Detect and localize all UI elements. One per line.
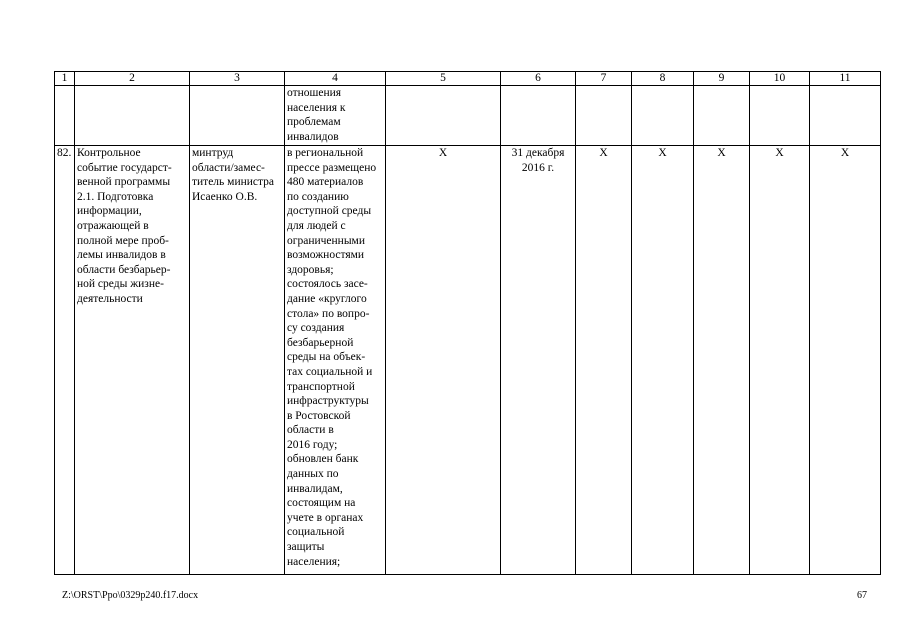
column-header: 3 <box>190 72 285 86</box>
table-row-82 <box>55 146 881 575</box>
deadline-date: 31 декабря 2016 г. <box>501 146 576 575</box>
table-cell-col5: Х <box>386 146 501 575</box>
column-number-header-row <box>55 72 881 86</box>
footer-file-path: Z:\ORST\Ppo\0329p240.f17.docx <box>62 590 199 601</box>
table-cell-col7: Х <box>576 146 632 575</box>
column-header: 5 <box>386 72 501 86</box>
table-cell-col8: Х <box>632 146 694 575</box>
table-cell-col11: Х <box>810 146 881 575</box>
column-header: 6 <box>501 72 576 86</box>
table-cell-col10: Х <box>750 146 810 575</box>
column-header: 8 <box>632 72 694 86</box>
column-header: 2 <box>75 72 190 86</box>
table-cell <box>750 86 810 146</box>
column-header: 10 <box>750 72 810 86</box>
table-cell <box>55 86 75 146</box>
table-cell-col9: Х <box>694 146 750 575</box>
table-cell <box>694 86 750 146</box>
table-row-continuation <box>55 86 881 146</box>
table-cell <box>576 86 632 146</box>
column-header: 9 <box>694 72 750 86</box>
page-number: 67 <box>857 590 867 601</box>
column-header: 1 <box>55 72 75 86</box>
implementation-result: в региональной прессе размещено 480 материалов по созданию доступной среды для людей с ограниченными возможностями здоровья; состоялось засе- дание «круглого стола» по вопро- су создания безбарьерной среды на объек- тах социальной и транспортной инфраструктуры в Ростовской области в 2016 году; обновлен банк данных по инвалидам, состоящим на учете в органах социальной защиты населения; <box>285 146 386 575</box>
table-cell <box>632 86 694 146</box>
report-table <box>54 71 881 575</box>
table-cell <box>190 86 285 146</box>
table-cell <box>75 86 190 146</box>
table-cell <box>810 86 881 146</box>
responsible-executor: минтруд области/замес- титель министра Исаенко О.В. <box>190 146 285 575</box>
table-cell <box>501 86 576 146</box>
event-description: Контрольное событие государст- венной программы 2.1. Подготовка информации, отражающей в полной мере проб- лемы инвалидов в области безбарьер- ной среды жизне- деятельности <box>75 146 190 575</box>
column-header: 4 <box>285 72 386 86</box>
table-cell-result-continuation: отношения населения к проблемам инвалидов <box>285 86 386 146</box>
column-header: 7 <box>576 72 632 86</box>
row-number: 82. <box>55 146 75 575</box>
column-header: 11 <box>810 72 881 86</box>
table-cell <box>386 86 501 146</box>
